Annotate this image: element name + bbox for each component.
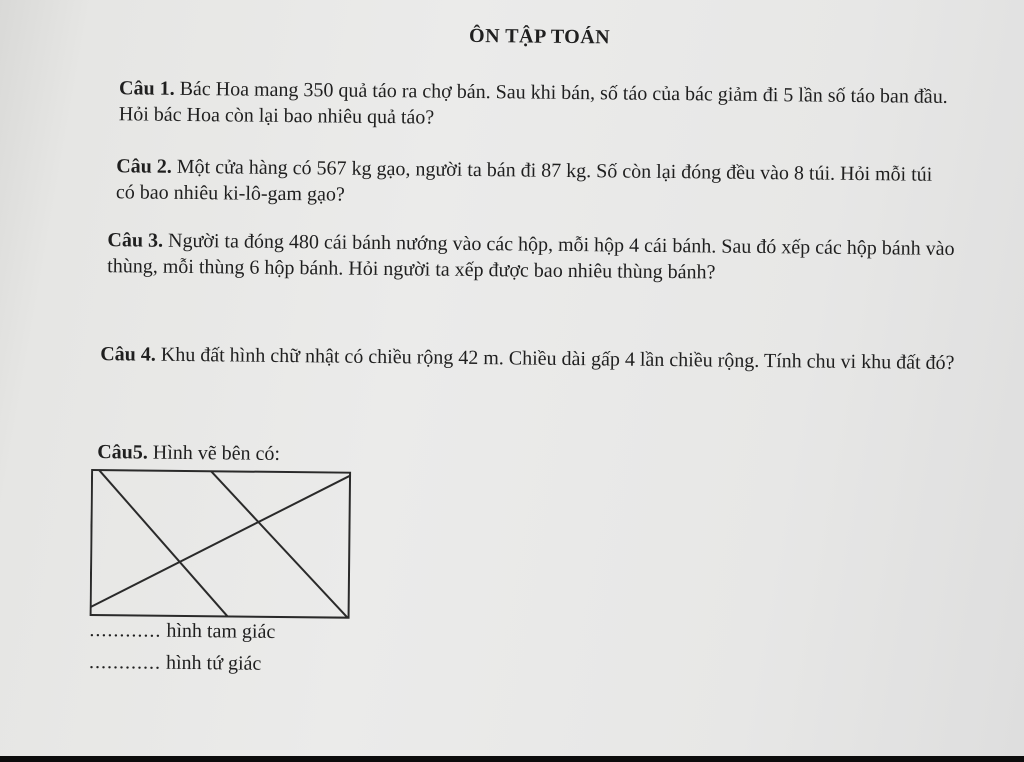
answer-2-text: hình tứ giác <box>160 651 262 675</box>
figure-diagonal-line-3 <box>91 473 350 610</box>
page-title: ÔN TẬP TOÁN <box>468 24 611 49</box>
question-2-text: Một cửa hàng có 567 kg gạo, người ta bán đi 87 kg. Số còn lại đóng đều vào 8 túi. Hỏi mỗi túi có bao nhiêu ki-lô-gam gạo? <box>115 155 933 206</box>
question-5-label: Câu5. <box>97 441 148 464</box>
question-1 <box>119 75 969 136</box>
question-4-label: Câu 4. <box>100 343 156 366</box>
figure-rectangle <box>91 470 351 618</box>
question-4-text: Khu đất hình chữ nhật có chiều rộng 42 m. Chiều dài gấp 4 lần chiều rộng. Tính chu vi khu đất đó? <box>155 343 955 375</box>
question-2 <box>116 153 946 214</box>
answer-blank-2: ............ <box>88 650 162 674</box>
question-5 <box>97 439 397 468</box>
figure-diagonal-line-2 <box>210 471 350 617</box>
question-4 <box>100 341 980 376</box>
question-3-text: Người ta đóng 480 cái bánh nướng vào các hộp, mỗi hộp 4 cái bánh. Sau đó xếp các hộp bánh vào thùng, mỗi thùng 6 hộp bánh. Hỏi người ta xếp được bao nhiêu thùng bánh? <box>107 229 955 284</box>
question-1-text: Bác Hoa mang 350 quả táo ra chợ bán. Sau khi bán, số táo của bác giảm đi 5 lần số táo ban đầu. Hỏi bác Hoa còn lại bao nhiêu quả táo? <box>118 77 948 129</box>
question-3 <box>107 227 977 288</box>
answer-line-quadrilaterals <box>89 651 261 676</box>
question-5-text: Hình vẽ bên có: <box>147 441 281 465</box>
question-3-label: Câu 3. <box>107 229 164 252</box>
answer-blank-1: ............ <box>89 618 162 642</box>
rectangle-figure <box>90 467 354 622</box>
answer-line-triangles <box>89 619 275 644</box>
question-2-label: Câu 2. <box>116 155 172 178</box>
question-1-label: Câu 1. <box>118 77 175 100</box>
answer-1-text: hình tam giác <box>161 619 276 643</box>
bottom-border <box>0 756 1024 762</box>
